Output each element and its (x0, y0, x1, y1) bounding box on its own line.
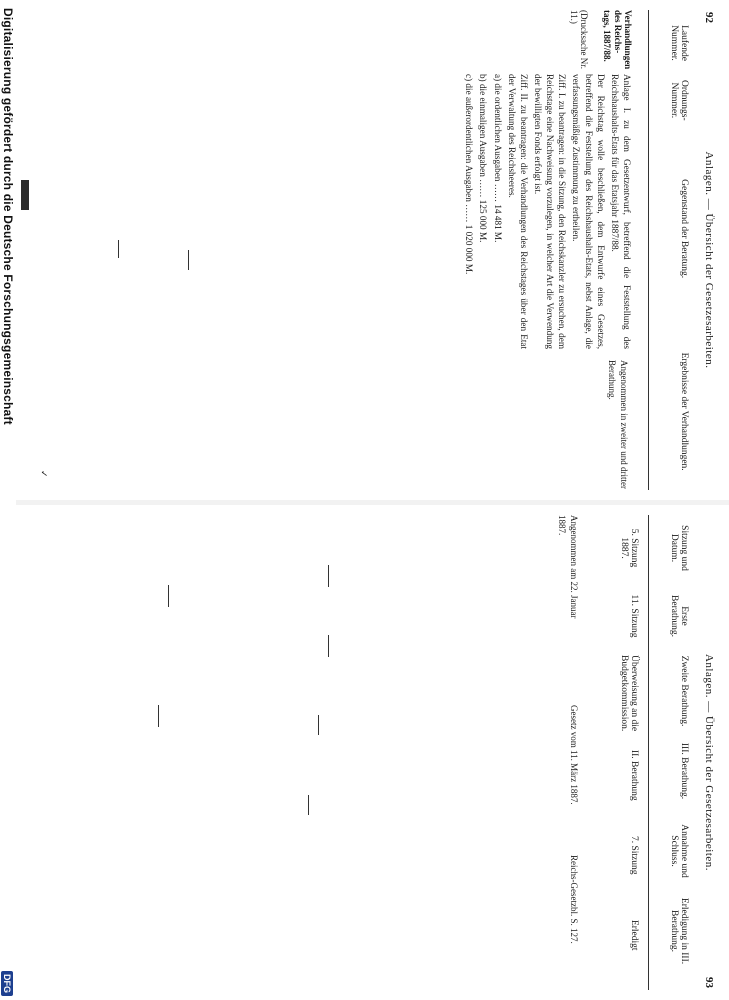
column-header-table-right (667, 515, 689, 971)
column-header: Ergebnisse der Verhandlungen. (679, 352, 689, 471)
paragraph: Ziff. I. zu beantragen: in die Sitzung, den Reichskanzler zu ersuchen, dem Reichstage eine Nachweisung vorzulegen, in welcher Art die Verwendung der bewilligten Fonds erfolgt ist. (533, 74, 568, 349)
column-header: Annahme und Schluss. (669, 824, 689, 878)
column-header: Laufende Nummer. (669, 25, 689, 61)
dash-mark (308, 795, 309, 815)
column-header-table-left (667, 10, 689, 491)
dash-mark (158, 705, 159, 727)
column-header: III. Berathung. (679, 742, 689, 800)
column-header: Gegenstand der Beratung. (679, 179, 689, 279)
right-page (0, 505, 729, 1000)
column-header: Sitzung und Datum. (669, 525, 689, 571)
result-note: Reichs-Gesetzbl. S. 127. (569, 855, 579, 944)
dash-mark (328, 635, 329, 657)
ink-smudge (21, 180, 29, 210)
page-number-right: 93 (703, 977, 715, 988)
table-cell: Überweisung an die Budgetkommission. (619, 655, 639, 732)
running-header-right: Anlagen. — Übersicht der Gesetzesarbeiten. (703, 653, 715, 872)
paragraph: Anlage I. zu dem Gesetzentwurf, betreffend die Feststellung des Reichshaushalts-Etats für das Etatsjahr 1887/88. (609, 74, 632, 349)
page-number-left: 92 (703, 12, 715, 23)
column-header: Erste Berathung. (669, 595, 689, 637)
result-note: Angenommen in zweiter und dritter Berathung. (607, 360, 629, 489)
dash-mark (168, 585, 169, 607)
paragraph: a) die ordentlichen Ausgaben …… 14 481 M. (492, 74, 503, 243)
paragraph: Ziff. II. zu beantragen: die Verhandlungen des Reichstages über den Etat der Verwaltung des Reichsheeres. (506, 74, 529, 349)
footer-band (0, 0, 16, 1000)
result-note: Angenommen am 22. Januar 1887. (557, 515, 579, 619)
dash-mark (328, 565, 329, 587)
paragraph: c) die außerordentlichen Ausgaben …… 1 020 000 M. (464, 74, 475, 275)
running-header-left: Anlagen. — Übersicht der Gesetzesarbeiten. (703, 151, 715, 369)
margin-mark: ✓ (39, 470, 49, 478)
column-header: Erledigung in III. Berathung. (669, 897, 689, 965)
table-cell: 5. Sitzung 1887. (619, 528, 639, 568)
table-cell: 11. Sitzung (629, 594, 639, 638)
dash-mark (188, 250, 189, 270)
paragraph: Der Reichstag wolle beschließen, dem Entwurfe eines Gesetzes, betreffend die Feststellung des Reichshaushalts-Etats, nebst Anlage, die verfassungsmäßige Zustimmung zu ertheilen. (571, 74, 606, 349)
table-cell: 7. Sitzung (629, 836, 639, 875)
column-header: Ordnungs-Nummer. (669, 80, 689, 121)
side-note: Verhandlungen des Reichs-tags, 1887/88. (602, 10, 633, 70)
dfg-logo: DFG (1, 971, 13, 996)
column-header: Zweite Berathung. (679, 655, 689, 727)
digitization-credit: Digitalisierung gefördert durch die Deutsche Forschungsgemeinschaft (1, 8, 15, 425)
header-rule (648, 515, 649, 990)
record-table (617, 515, 639, 975)
result-note: Gesetz vom 11. März 1887. (569, 705, 579, 805)
dash-mark (318, 715, 319, 735)
side-note: (Drucksache Nr. 11.) (568, 10, 589, 69)
table-row (617, 515, 639, 975)
dash-mark (118, 240, 119, 258)
table-cell: II. Berathung (629, 749, 639, 801)
paragraph: b) die einmaligen Ausgaben …… 125 000 M. (478, 74, 489, 243)
header-rule (648, 10, 649, 490)
body-text (461, 74, 633, 349)
table-cell: Erledigt (629, 919, 639, 951)
